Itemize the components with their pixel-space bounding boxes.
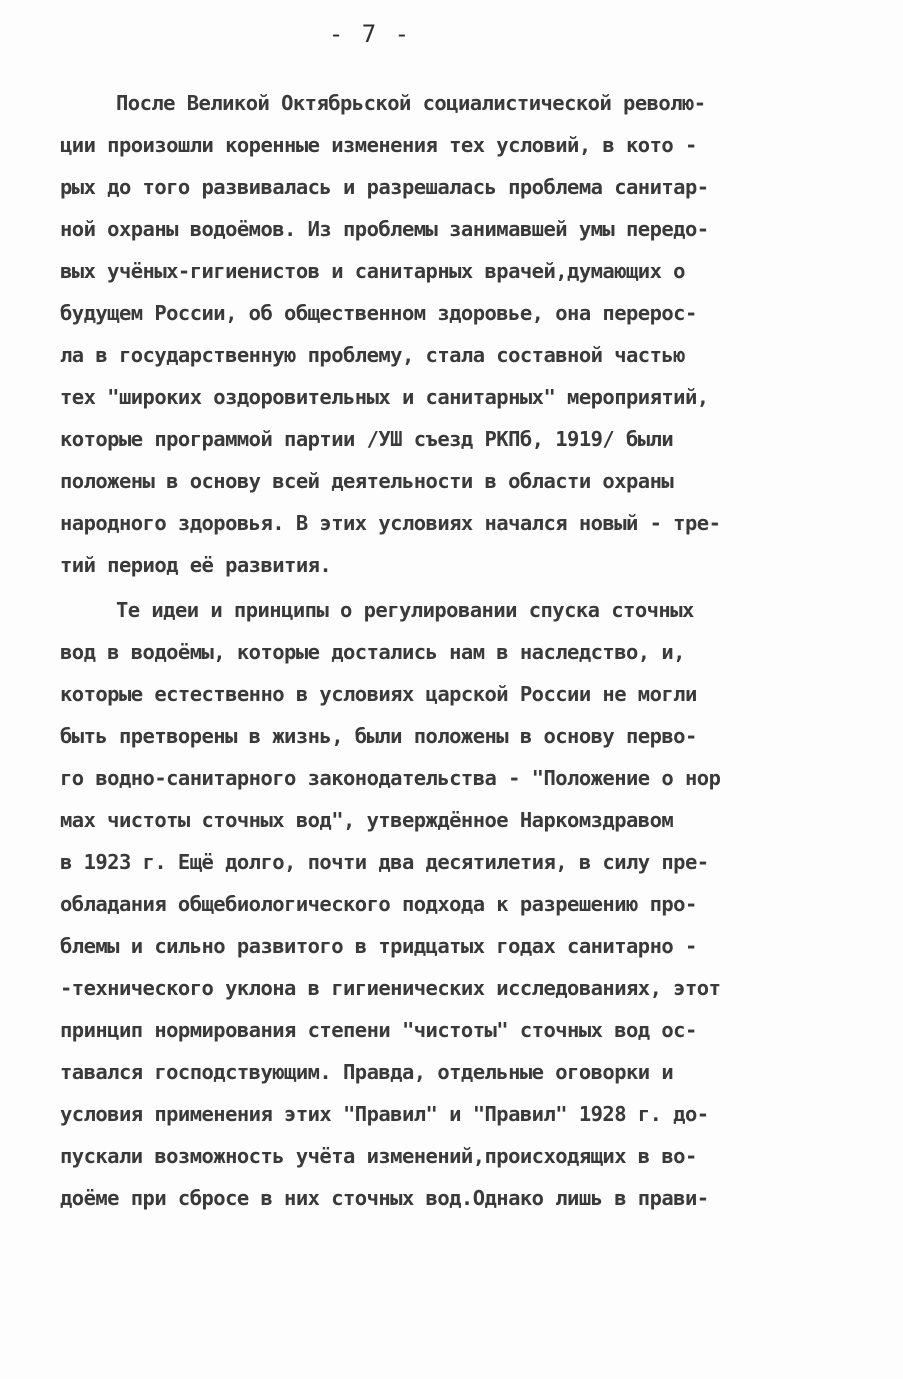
text-line: быть претворены в жизнь, были положены в основу перво- [60,724,697,748]
text-line: После Великой Октябрьской социалистической револю- [116,91,706,115]
text-line: блемы и сильно развитого в тридцатых годах санитарно - [60,934,697,958]
text-line: Те идеи и принципы о регулировании спуска сточных [116,598,694,622]
text-line: пускали возможность учёта изменений,происходящих в во- [60,1144,697,1168]
text-line: положены в основу всей деятельности в области охраны [60,469,674,493]
text-line: вых учёных-гигиенистов и санитарных врачей,думающих о [60,259,685,283]
text-line: -технического уклона в гигиенических исследованиях, этот [60,976,721,1000]
text-line: ции произошли коренные изменения тех условий, в кото - [60,133,697,157]
text-line: тавался господствующим. Правда, отдельные оговорки и [60,1060,674,1084]
text-line: в 1923 г. Ещё долго, почти два десятилетия, в силу пре- [60,850,709,874]
text-line: которые естественно в условиях царской России не могли [60,682,697,706]
text-line: тех "широких оздоровительных и санитарных" мероприятий, [60,385,709,409]
text-line: доёме при сбросе в них сточных вод.Однако лишь в прави- [60,1186,709,1210]
text-line: народного здоровья. В этих условиях начался новый - тре- [60,511,721,535]
text-line: принцип нормирования степени "чистоты" сточных вод ос- [60,1018,697,1042]
page-number: - 7 - [328,20,412,48]
text-line: го водно-санитарного законодательства - "Положение о нор [60,766,721,790]
text-line: рых до того развивалась и разрешалась проблема санитар- [60,175,709,199]
text-line: ной охраны водоёмов. Из проблемы занимавшей умы передо- [60,217,709,241]
text-line: ла в государственную проблему, стала составной частью [60,343,685,367]
text-line: мах чистоты сточных вод", утверждённое Наркомздравом [60,808,674,832]
text-line: обладания общебиологического подхода к разрешению про- [60,892,697,916]
text-line: будущем России, об общественном здоровье, она перерос- [60,301,697,325]
text-line: вод в водоёмы, которые достались нам в наследство, и, [60,640,685,664]
text-line: условия применения этих "Правил" и "Правил" 1928 г. до- [60,1102,709,1126]
text-line: которые программой партии /УШ съезд РКПб, 1919/ были [60,427,674,451]
text-line: тий период её развития. [60,553,332,577]
